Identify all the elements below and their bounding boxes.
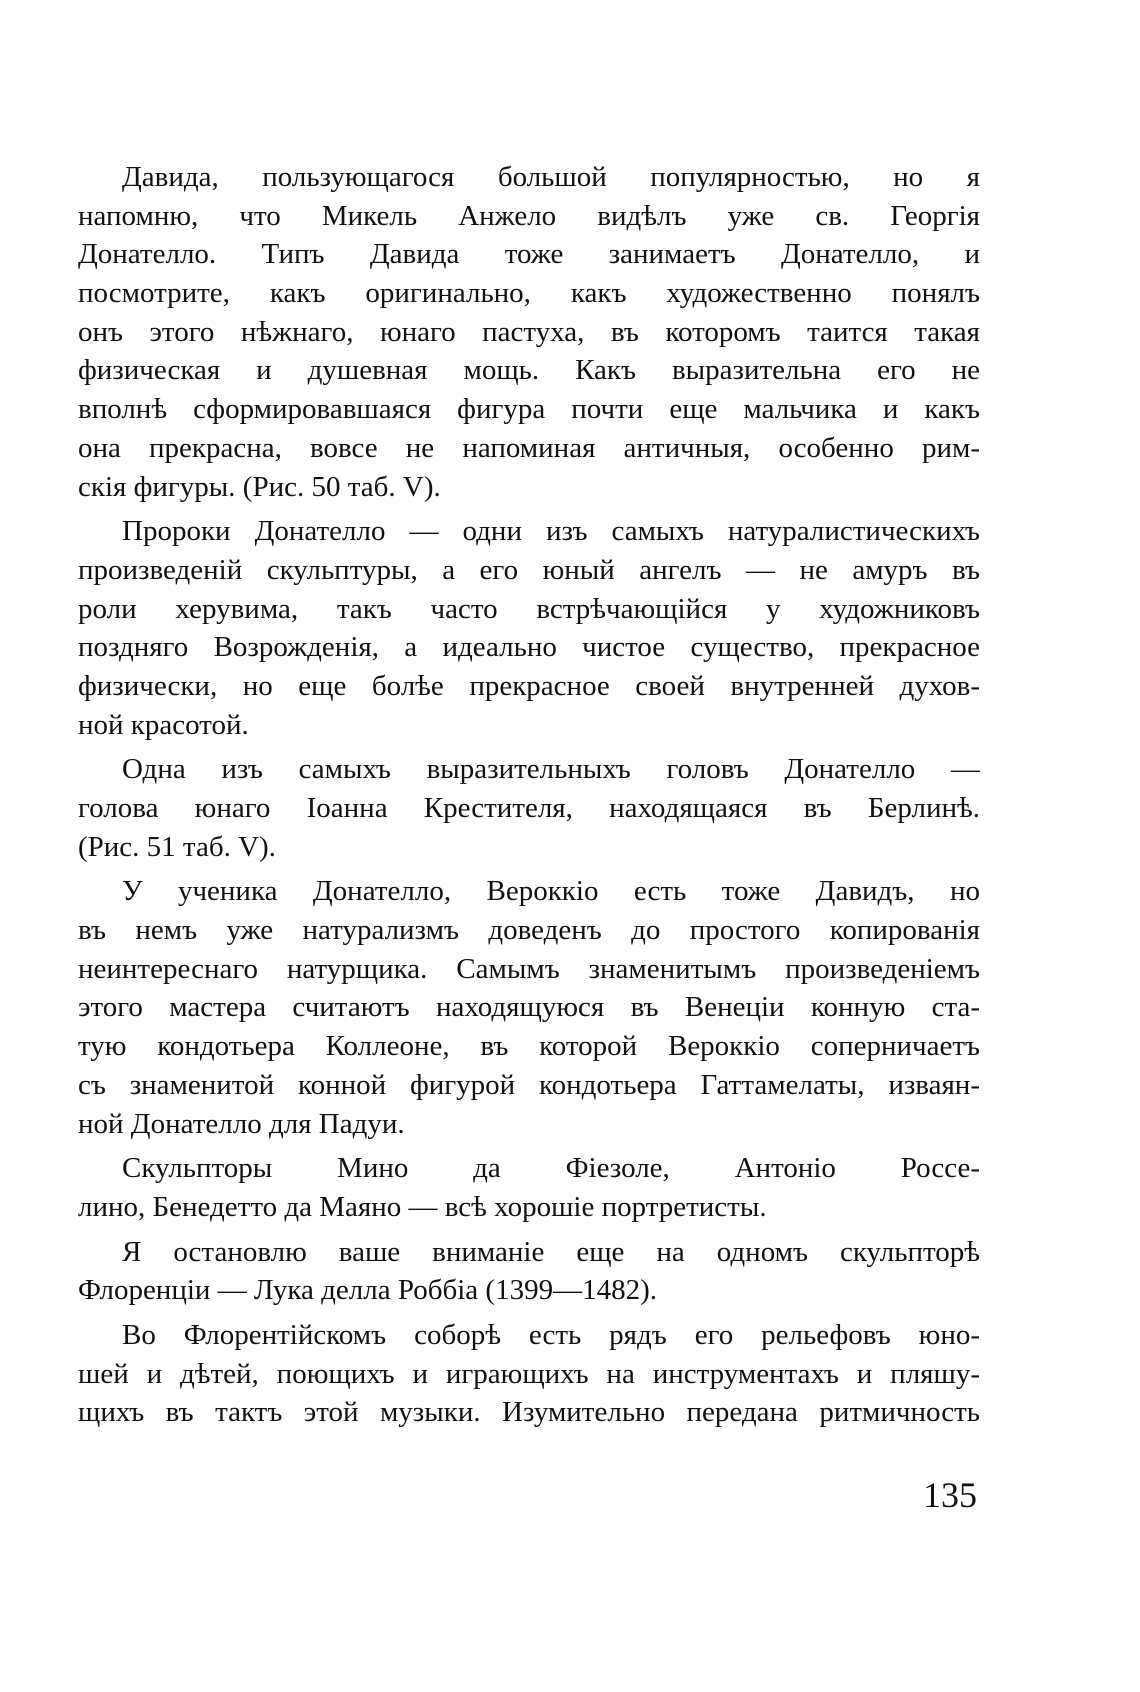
text-line: напомню, что Микель Анжело видѣлъ уже св. Георгія — [78, 199, 980, 232]
paragraph — [78, 1316, 980, 1432]
page-text — [78, 158, 980, 1432]
text-line: она прекрасна, вовсе не напоминая античныя, особенно рим- — [78, 431, 980, 464]
text-line: лино, Бенедетто да Маяно — всѣ хорошіе портретисты. — [78, 1190, 767, 1223]
text-line: онъ этого нѣжнаго, юнаго пастуха, въ которомъ таится такая — [78, 315, 980, 348]
text-line: У ученика Донателло, Вероккіо есть тоже Давидъ, но — [122, 875, 980, 908]
text-line: Одна изъ самыхъ выразительныхъ головъ Донателло — — [122, 753, 980, 786]
text-line: Во Флорентійскомъ соборѣ есть рядъ его рельефовъ юно- — [122, 1318, 980, 1351]
text-line: Скульпторы Мино да Фіезоле, Антоніо Россе- — [122, 1152, 980, 1185]
page-number: 135 — [923, 1475, 977, 1515]
text-line: произведеній скульптуры, а его юный ангелъ — не амуръ въ — [78, 553, 980, 586]
text-line: роли херувима, такъ часто встрѣчающійся у художниковъ — [78, 592, 980, 625]
paragraph — [78, 158, 980, 506]
text-line: неинтереснаго натурщика. Самымъ знаменитымъ произведеніемъ — [78, 952, 980, 985]
paragraph — [78, 872, 980, 1143]
text-line: физически, но еще болѣе прекрасное своей внутренней духов- — [78, 669, 980, 702]
text-line: съ знаменитой конной фигурой кондотьера Гаттамелаты, изваян- — [78, 1068, 980, 1101]
text-line: въ немъ уже натурализмъ доведенъ до простого копированія — [78, 914, 980, 947]
paragraph — [78, 1149, 980, 1226]
text-line: тую кондотьера Коллеоне, въ которой Вероккіо соперничаетъ — [78, 1030, 980, 1063]
text-line: голова юнаго Іоанна Крестителя, находящаяся въ Берлинѣ. — [78, 792, 980, 824]
paragraph — [78, 1233, 980, 1310]
text-line: Флоренціи — Лука делла Роббіа (1399—1482). — [78, 1274, 657, 1307]
paragraph — [78, 512, 980, 744]
text-line: Пророки Донателло — одни изъ самыхъ натуралистическихъ — [122, 515, 980, 548]
text-line: посмотрите, какъ оригинально, какъ художественно понялъ — [78, 277, 980, 310]
text-line: шей и дѣтей, поющихъ и играющихъ на инструментахъ и пляшу- — [78, 1357, 980, 1390]
text-line: ной Донателло для Падуи. — [78, 1107, 405, 1140]
text-line: щихъ въ тактъ этой музыки. Изумительно передана ритмичность — [78, 1396, 980, 1429]
paragraph — [78, 750, 980, 866]
text-line: вполнѣ сформировавшаяся фигура почти еще мальчика и какъ — [78, 393, 980, 426]
text-line: Донателло. Типъ Давида тоже занимаетъ Донателло, и — [78, 238, 980, 271]
text-line: этого мастера считаютъ находящуюся въ Венеціи конную ста- — [78, 991, 980, 1024]
text-line: физическая и душевная мощь. Какъ выразительна его не — [78, 354, 980, 387]
text-line: (Рис. 51 таб. V). — [78, 830, 276, 863]
text-line: Давида, пользующагося большой популярностью, но я — [122, 161, 980, 193]
text-line: поздняго Возрожденія, а идеально чистое существо, прекрасное — [78, 631, 980, 664]
text-line: ной красотой. — [78, 708, 249, 741]
text-line: скія фигуры. (Рис. 50 таб. V). — [78, 470, 441, 503]
text-line: Я остановлю ваше вниманіе еще на одномъ скульпторѣ — [122, 1235, 980, 1268]
